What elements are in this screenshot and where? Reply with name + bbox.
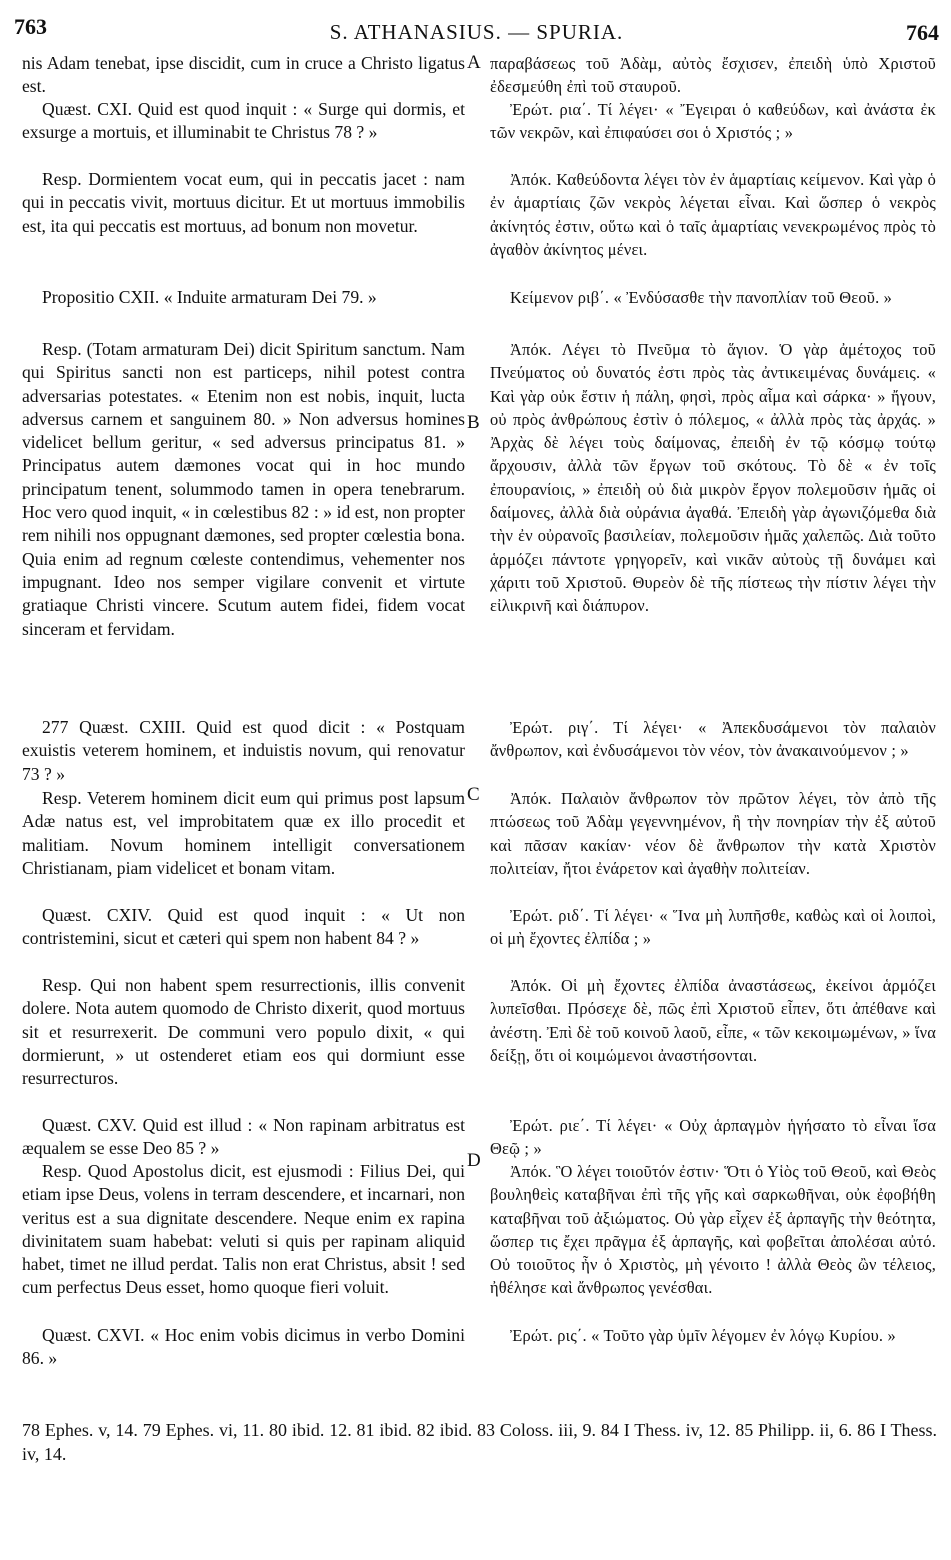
greek-paragraph: Ἐρώτ. ριγ΄. Τί λέγει· « Ἀπεκδυσάμενοι τὸν παλαιὸν ἄνθρωπον, καὶ ἐνδυσάμενοι τὸν νέον, τὸν ἀνακαινούμενον ; » — [490, 718, 936, 761]
margin-marker-b: B — [467, 412, 480, 433]
page-number-right: 764 — [906, 20, 939, 45]
latin-paragraph: 277 Quæst. CXIII. Quid est quod dicit : « Postquam exuistis veterem hominem, et induistis novum, qui renovatur 73 ? » — [22, 717, 465, 784]
running-title: S. ATHANASIUS. — SPURIA. — [329, 20, 624, 44]
greek-paragraph: Ἀπόκ. Παλαιὸν ἄνθρωπον τὸν πρῶτον λέγει, τὸν ἀπὸ τῆς πτώσεως τοῦ Ἀδὰμ γεγεννημένον, ἢ τὴν πονηρίαν τὴν ἐξ αὐτοῦ καὶ πᾶσαν κακίαν· νέον δὲ ἄνθρωπον τὴν κατὰ Χριστὸν πολιτείαν, ἤτοι ἐνάρετον καὶ ἀγαθὴν πολιτείαν. — [490, 789, 936, 878]
greek-paragraph: Ἀπόκ. Ὃ λέγει τοιοῦτόν ἐστιν· Ὅτι ὁ Υἱὸς τοῦ Θεοῦ, καὶ Θεὸς βουληθεὶς καταβῆναι ἐπὶ τῆς γῆς καὶ σαρκωθῆναι, οὐκ ἐφοβήθη καταβῆναι τοῦ ἀξιώματος. Οὐ γὰρ εἶχεν ἐξ ἁρπαγῆς τὴν θεότητα, ὥσπερ τις ἔχει πρᾶγμα ἐξ ἁρπαγῆς, καὶ φοβεῖται ἀπολέσαι αὐτό. Οὐ τοιοῦτος ἦν ὁ Χριστὸς, μὴ γένοιτο ! ἀλλὰ Θεὸς ὢν τέλειος, ἠθέλησε καὶ ἄνθρωπος γενέσθαι. — [490, 1162, 936, 1298]
latin-paragraph: nis Adam tenebat, ipse discidit, cum in cruce a Christo ligatus est. — [22, 53, 465, 97]
greek-paragraph: Ἐρώτ. ριδ΄. Τί λέγει· « Ἵνα μὴ λυπῆσθε, καθὼς καὶ οἱ λοιποὶ, οἱ μὴ ἔχοντες ἐλπίδα ; » — [490, 906, 936, 949]
latin-paragraph: Quæst. CXVI. « Hoc enim vobis dicimus in verbo Domini 86. » — [22, 1325, 465, 1369]
greek-paragraph: Ἀπόκ. Οἱ μὴ ἔχοντες ἐλπίδα ἀναστάσεως, ἐκείνοι ἁρμόζει λυπεῖσθαι. Πρόσεχε δὲ, πῶς ἐπὶ Χριστοῦ εἶπεν, ὅτι ἀπέθανε καὶ ἀνέστη. Ἐπὶ δὲ τοῦ κοινοῦ λαοῦ, εἶπε, « τῶν κεκοιμωμένων, » ἵνα δείξῃ, ὅτι οἱ κοιμώμενοι ἀναστήσονται. — [490, 976, 936, 1065]
latin-paragraph: Resp. (Totam armaturam Dei) dicit Spiritum sanctum. Nam qui Spiritus sancti non est particeps, nihil potest contra adversarias potestates. « Etenim non est nobis, inquit, lucta adversus carnem et sanguinem 80. » Non adversus homines videlicet bellum geritur, « sed adversus principatus 81. » Principatus autem dæmones vocat qui in hoc mundo principatum tenent, solummodo tamen in opera tenebrarum. Hoc vero quod inquit, « in cœlestibus 82 : » id est, non propter rem nihili nos oppugnant dæmones, sed propter cœlestia bona. Quia enim ad regnum cœleste contendimus, vehementer nos impugnant. Ideo nos semper vigilare convenit et virtute gratiaque Christi vincere. Scutum autem fidei, fidem vocat sinceram et fervidam. — [22, 339, 465, 639]
margin-marker-a: A — [467, 52, 481, 73]
page-number-left: 763 — [14, 14, 47, 39]
latin-paragraph: Resp. Qui non habent spem resurrectionis, illis convenit dolere. Nota autem quomodo de Christo dixerit, quod mortuus sit et resurrexerit. De communi vero populo dixit, « qui dormierunt, » ut ostenderet etiam eos qui dormiunt esse resurrecturos. — [22, 975, 465, 1089]
greek-paragraph: Κείμενον ριβ΄. « Ἐνδύσασθε τὴν πανοπλίαν τοῦ Θεοῦ. » — [510, 288, 893, 307]
greek-paragraph: Ἀπόκ. Καθεύδοντα λέγει τὸν ἐν ἁμαρτίαις κείμενον. Καὶ γὰρ ὁ ἐν ἁμαρτίαις ζῶν νεκρὸς λέγεται εἶναι. Καὶ ὥσπερ ὁ νεκρὸς ἀκίνητός ἐστιν, οὕτω καὶ ὁ ταῖς ἁμαρτίαις νενεκρωμένος πρὸς τὸ ἀγαθὸν ἀκίνητος μένει. — [490, 170, 936, 259]
latin-paragraph: Resp. Veterem hominem dicit eum qui primus post lapsum Adæ natus est, vel improbitatem quæ ex illo procedit et malitiam. Novum hominem intelligit conversationem Christianam, piam videlicet et bonam vitam. — [22, 788, 465, 878]
greek-paragraph: Ἐρώτ. ρις΄. « Τοῦτο γὰρ ὑμῖν λέγομεν ἐν λόγῳ Κυρίου. » — [510, 1326, 896, 1345]
latin-paragraph: Quæst. CXIV. Quid est quod inquit : « Ut non contristemini, sicut et cæteri qui spem non habent 84 ? » — [22, 905, 465, 949]
margin-marker-d: D — [467, 1150, 481, 1171]
margin-marker-c: C — [467, 784, 480, 805]
greek-paragraph: Ἐρώτ. ριε΄. Τί λέγει· « Οὐχ ἁρπαγμὸν ἡγήσατο τὸ εἶναι ἴσα Θεῷ ; » — [490, 1116, 936, 1159]
greek-paragraph: Ἀπόκ. Λέγει τὸ Πνεῦμα τὸ ἅγιον. Ὁ γὰρ ἀμέτοχος τοῦ Πνεύματος οὐ δυνατός ἐστι πρὸς τὰς ἀντικειμένας δυνάμεις. « Καὶ γὰρ οὐκ ἔστιν ἡ πάλη, φησὶ, πρὸς αἷμα καὶ σάρκα· » ἤγουν, οὐ πρὸς ἀνθρώπους ἐστὶν ὁ πόλεμος, « ἀλλὰ πρὸς τὰς ἀρχάς. » Ἀρχὰς δὲ λέγει τοὺς δαίμονας, ἐπειδὴ ἐν τῷ κόσμῳ τούτῳ ἄρχουσιν, ἀλλὰ τῶν ἔργων τοῦ σκότους. Τὸ δὲ « ἐν τοῖς ἐπουρανίοις, » ἐπειδὴ οὐ διὰ μικρὸν ἔργον πολεμοῦσιν ἡμᾶς οἱ δαίμονες, ἀλλὰ διὰ οὐράνια ἀγαθά. Ἐπειδὴ γὰρ ἀγωνιζόμεθα διὰ τὴν ἐν οὐρανοῖς βασιλείαν, πολεμοῦσιν ἡμᾶς χαλεπῶς. Διὰ τοῦτο ἁρμόζει πάντοτε γρηγορεῖν, καὶ νικᾶν αὐτοὺς τῇ δυνάμει καὶ χάριτι τοῦ Χριστοῦ. Θυρεὸν δὲ τῆς πίστεως τὴν πίστιν λέγει τὴν εἰλικρινῆ καὶ διάπυρον. — [490, 340, 936, 616]
latin-paragraph: Quæst. CXI. Quid est quod inquit : « Surge qui dormis, et exsurge a mortuis, et illuminabit te Christus 78 ? » — [22, 99, 465, 143]
greek-paragraph: παραβάσεως τοῦ Ἀδὰμ, αὐτὸς ἔσχισεν, ἐπειδὴ ὑπὸ Χριστοῦ ἐδεσμεύθη ἐπὶ τοῦ σταυροῦ. — [490, 54, 936, 97]
running-header — [14, 14, 939, 44]
latin-paragraph: Resp. Dormientem vocat eum, qui in peccatis jacet : nam qui in peccatis vivit, mortuus dicitur. Et ut mortuus immobilis est, ita qui peccatis est mortuus, ad bonum non movetur. — [22, 169, 465, 236]
latin-paragraph: Propositio CXII. « Induite armaturam Dei 79. » — [42, 287, 377, 307]
latin-paragraph: Quæst. CXV. Quid est illud : « Non rapinam arbitratus est æqualem se esse Deo 85 ? » — [22, 1115, 465, 1159]
latin-paragraph: Resp. Quod Apostolus dicit, est ejusmodi : Filius Dei, qui etiam ipse Deus, volens in terram descendere, et incarnari, non veritus est a sua dignitate descendere. Neque enim ex rapina divinitatem suam habebat: veluti si quis per rapinam aliquid habet, timet ne illud perdat. Talis non erat Christus, absit ! sed cum perfectus Deus esset, homo quoque fieri voluit. — [22, 1161, 465, 1298]
footnotes: 78 Ephes. v, 14. 79 Ephes. vi, 11. 80 ibid. 12. 81 ibid. 82 ibid. 83 Coloss. iii, 9. 84 I Thess. iv, 12. 85 Philipp. ii, 6. 86 I Thess. iv, 14. — [22, 1420, 937, 1464]
greek-paragraph: Ἐρώτ. ρια΄. Τί λέγει· « Ἔγειραι ὁ καθεύδων, καὶ ἀνάστα ἐκ τῶν νεκρῶν, καὶ ἐπιφαύσει σοι ὁ Χριστός ; » — [490, 100, 936, 143]
